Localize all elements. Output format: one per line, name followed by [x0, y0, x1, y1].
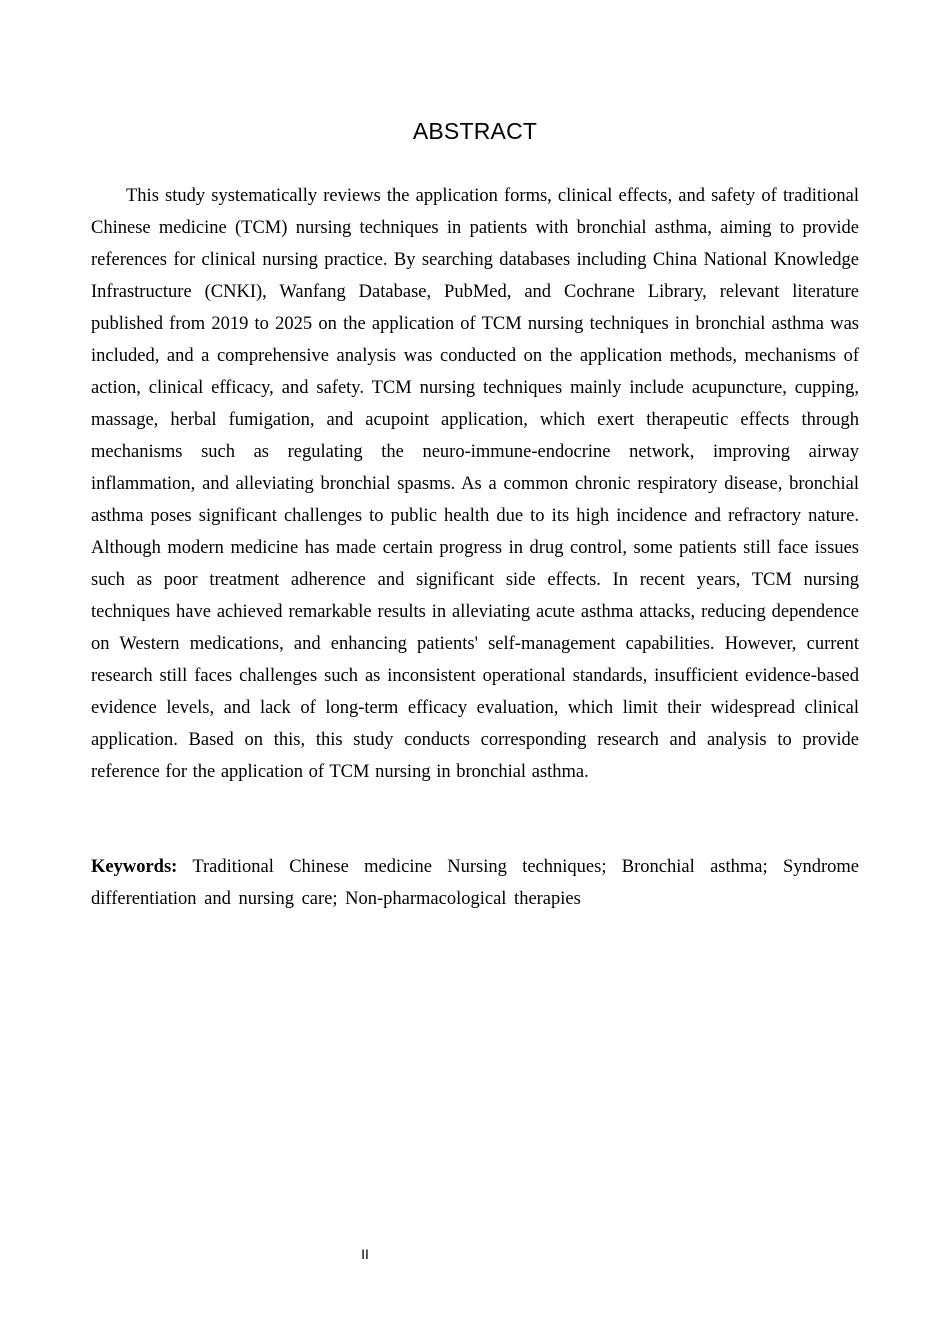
keywords-paragraph — [91, 851, 859, 915]
keywords-label: Keywords: — [91, 857, 178, 877]
page-number: II — [361, 1246, 369, 1262]
abstract-title: ABSTRACT — [412, 118, 538, 144]
keywords-list: Traditional Chinese medicine Nursing techniques; Bronchial asthma; Syndrome differentiation and nursing care; Non-pharmacological therapies — [91, 857, 859, 909]
abstract-paragraph: This study systematically reviews the application forms, clinical effects, and safety of traditional Chinese medicine (TCM) nursing techniques in patients with bronchial asthma, aiming to provide references for clinical nursing practice. By searching databases including China National Knowledge Infrastructure (CNKI), Wanfang Database, PubMed, and Cochrane Library, relevant literature published from 2019 to 2025 on the application of TCM nursing techniques in bronchial asthma was included, and a comprehensive analysis was conducted on the application methods, mechanisms of action, clinical efficacy, and safety. TCM nursing techniques mainly include acupuncture, cupping, massage, herbal fumigation, and acupoint application, which exert therapeutic effects through mechanisms such as regulating the neuro-immune-endocrine network, improving airway inflammation, and alleviating bronchial spasms. As a common chronic respiratory disease, bronchial asthma poses significant challenges to public health due to its high incidence and refractory nature. Although modern medicine has made certain progress in drug control, some patients still face issues such as poor treatment adherence and significant side effects. In recent years, TCM nursing techniques have achieved remarkable results in alleviating acute asthma attacks, reducing dependence on Western medications, and enhancing patients' self-management capabilities. However, current research still faces challenges such as inconsistent operational standards, insufficient evidence-based evidence levels, and lack of long-term efficacy evaluation, which limit their widespread clinical application. Based on this, this study conducts corresponding research and analysis to provide reference for the application of TCM nursing in bronchial asthma. — [91, 186, 859, 782]
